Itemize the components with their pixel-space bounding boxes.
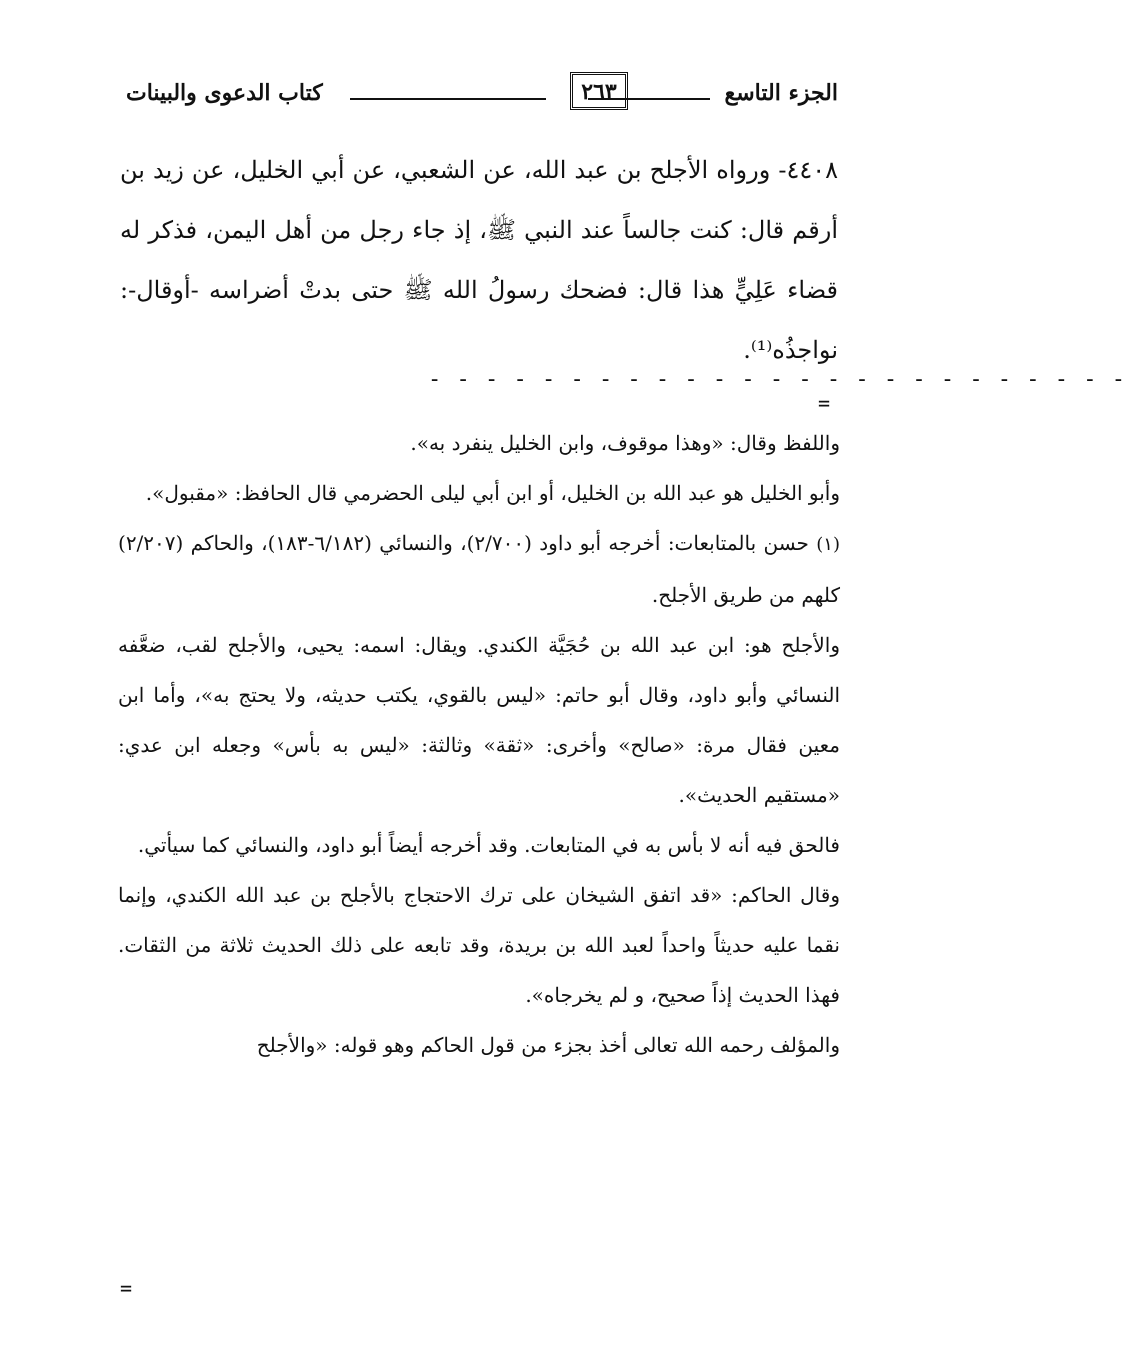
footnotes	[118, 418, 840, 1070]
running-header	[118, 70, 838, 126]
page-number: ٢٦٣	[570, 72, 628, 110]
carry-over-line-1: واللفظ وقال: «وهذا موقوف، وابن الخليل ينفرد به».	[410, 431, 840, 455]
main-text	[120, 140, 838, 380]
volume-title: الجزء التاسع	[724, 80, 838, 106]
footnote-paragraph-3: وقال الحاكم: «قد اتفق الشيخان على ترك الاحتجاج بالأجلح بن عبد الله الكندي، وإنما نقما عليه حديثاً واحداً لعبد الله بن بريدة، وقد تابعه على ذلك الحديث ثلاثة من الثقات. فهذا الحديث إذاً صحيح، و لم يخرجاه».	[118, 883, 840, 1007]
footnote-marker: (١)	[816, 534, 840, 555]
continuation-mark-top: =	[818, 391, 831, 415]
footnote-separator: - - - - - - - - - - - - - - - - - - - - - - - - -	[428, 367, 1126, 392]
footnote-1-text: حسن بالمتابعات: أخرجه أبو داود (٢/٧٠٠)، والنسائي (٦/١٨٢-١٨٣)، والحاكم (٢/٢٠٧) كلهم من طريق الأجلح.	[118, 531, 840, 607]
book-title: كتاب الدعوى والبينات	[126, 80, 323, 106]
footnote-paragraph-4: والمؤلف رحمه الله تعالى أخذ بجزء من قول الحاكم وهو قوله: «والأجلح	[256, 1033, 840, 1057]
header-rule-left	[350, 98, 546, 100]
carry-over-line-2: وأبو الخليل هو عبد الله بن الخليل، أو ابن أبي ليلى الحضرمي قال الحافظ: «مقبول».	[145, 481, 840, 505]
hadith-paragraph: ٤٤٠٨- ورواه الأجلح بن عبد الله، عن الشعبي، عن أبي الخليل، عن زيد بن أرقم قال: كنت جالساً عند النبي ﷺ، إذ جاء رجل من أهل اليمن، فذكر له قضاء عَلِيٍّ هذا قال: فضحك رسولُ الله ﷺ حتى بدتْ أضراسه -أوقال-: نواجذُه⁽¹⁾.	[120, 156, 838, 364]
footnote-paragraph-2: فالحق فيه أنه لا بأس به في المتابعات. وقد أخرجه أيضاً أبو داود، والنسائي كما سيأتي.	[137, 833, 840, 857]
footnote-1	[118, 518, 840, 620]
footnote-paragraph-1: والأجلح هو: ابن عبد الله بن حُجَيَّة الكندي. ويقال: اسمه: يحيى، والأجلح لقب، ضعَّفه النسائي وأبو داود، وقال أبو حاتم: «ليس بالقوي، يكتب حديثه، ولا يحتج به»، وأما ابن معين فقال مرة: «صالح» وأخرى: «ثقة» وثالثة: «ليس به بأس» وجعله ابن عدي: «مستقيم الحديث».	[118, 633, 841, 807]
continuation-mark-bottom: =	[120, 1276, 133, 1300]
